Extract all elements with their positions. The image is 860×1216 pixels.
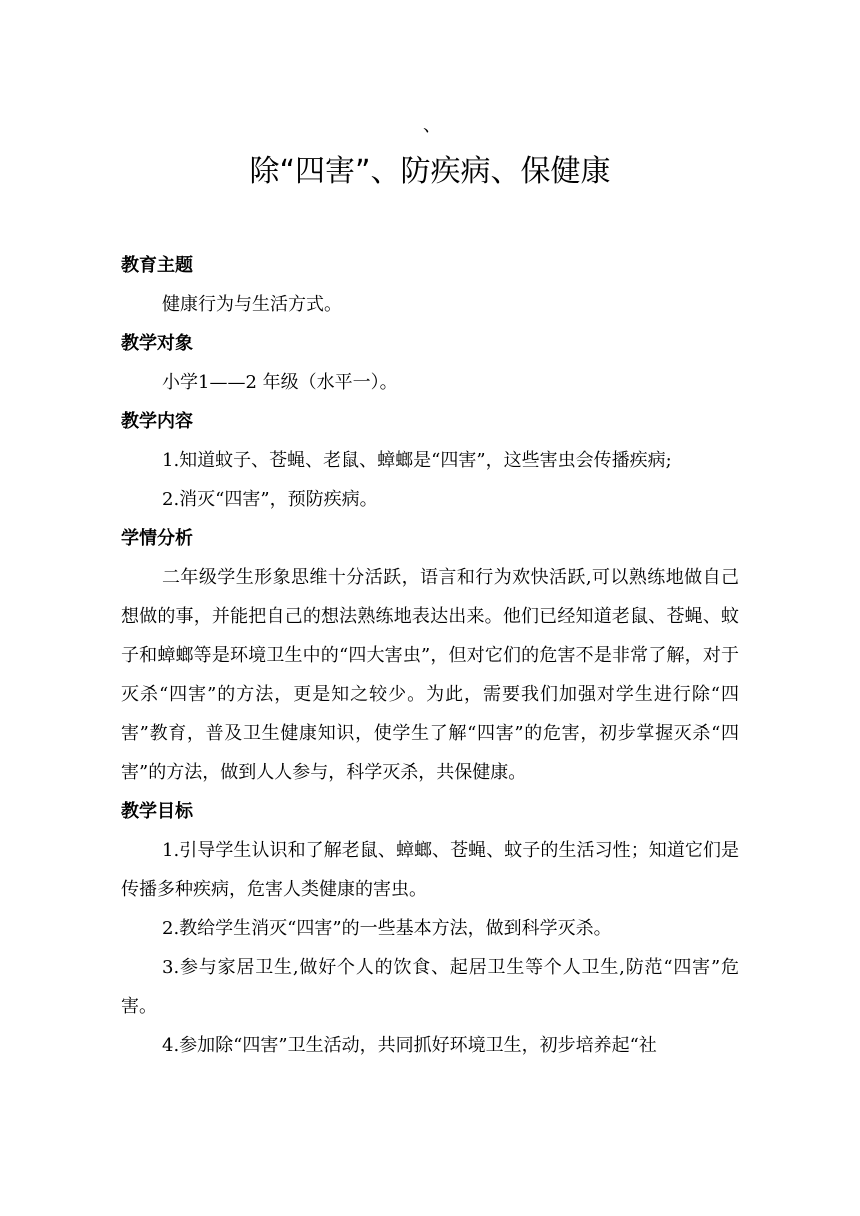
document-title: 除“四害”、防疾病、保健康: [249, 154, 611, 189]
stray-punctuation-mark: 、: [423, 115, 441, 136]
section-paragraph: 小学1——2 年级（水平一）。: [162, 372, 398, 393]
section-teaching-content: [121, 402, 739, 519]
section-paragraph: 健康行为与生活方式。: [162, 294, 342, 315]
section-heading: 教育主题: [121, 255, 193, 276]
section-learner-analysis: [121, 519, 739, 792]
section-heading: 学情分析: [121, 528, 193, 549]
section-paragraph: 3.参与家居卫生,做好个人的饮食、起居卫生等个人卫生,防范“四害”危害。: [121, 957, 739, 1017]
section-paragraph: 1.知道蚊子、苍蝇、老鼠、蟑螂是“四害”，这些害虫会传播疾病;: [162, 450, 672, 471]
section-heading: 教学目标: [121, 801, 193, 822]
section-heading: 教学对象: [121, 333, 193, 354]
section-paragraph: 2.消灭“四害”，预防疾病。: [162, 489, 378, 510]
section-paragraph: 4.参加除“四害”卫生活动，共同抓好环境卫生，初步培养起“社: [162, 1035, 657, 1056]
section-teaching-goals: [121, 792, 739, 1065]
section-teaching-audience: [121, 324, 739, 402]
section-paragraph: 2.教给学生消灭“四害”的一些基本方法，做到科学灭杀。: [162, 918, 612, 939]
section-paragraph: 二年级学生形象思维十分活跃，语言和行为欢快活跃,可以熟练地做自己想做的事，并能把自己的想法熟练地表达出来。他们已经知道老鼠、苍蝇、蚊子和蟑螂等是环境卫生中的“四大害虫”，但对它们的危害不是非常了解，对于灭杀“四害”的方法，更是知之较少。为此，需要我们加强对学生进行除“四害”教育，普及卫生健康知识，使学生了解“四害”的危害，初步掌握灭杀“四害”的方法，做到人人参与，科学灭杀，共保健康。: [121, 567, 739, 783]
section-paragraph: 1.引导学生认识和了解老鼠、蟑螂、苍蝇、蚊子的生活习性；知道它们是传播多种疾病，危害人类健康的害虫。: [121, 840, 739, 900]
section-heading: 教学内容: [121, 411, 193, 432]
document-body: [121, 246, 739, 1065]
section-education-theme: [121, 246, 739, 324]
